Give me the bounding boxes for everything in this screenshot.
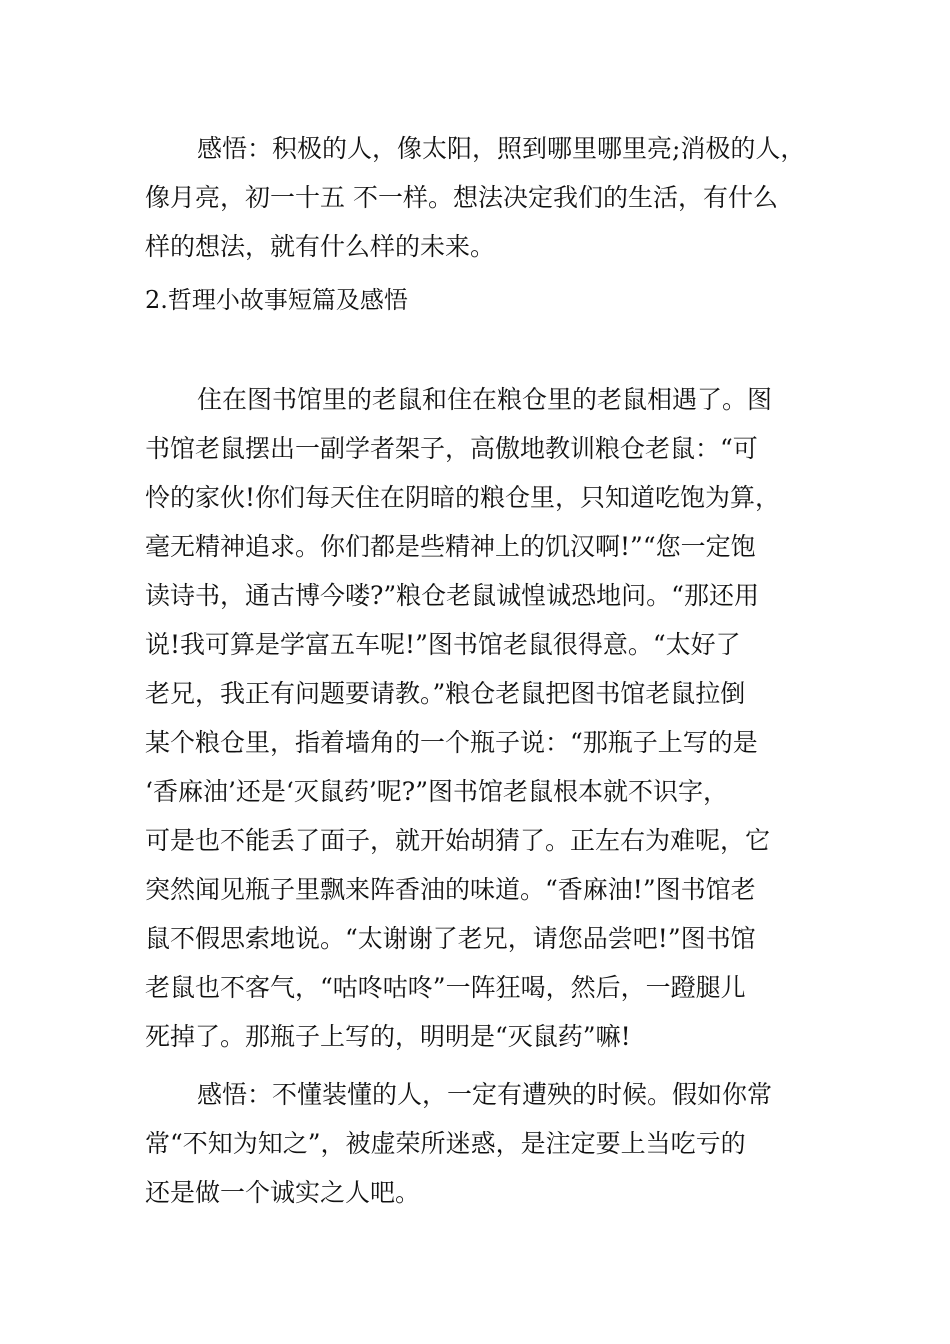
text-line: 还是做一个诚实之人吧。: [145, 1178, 421, 1207]
text-line: ‘香麻油’还是‘灭鼠药’呢?”图书馆老鼠根本就不识字，: [145, 777, 728, 806]
story-paragraph: [145, 375, 835, 1061]
text-line: 老兄，我正有问题要请教。”粮仓老鼠把图书馆老鼠拉倒: [145, 679, 746, 708]
text-line: 说!我可算是学富五车呢!”图书馆老鼠很得意。“太好了: [145, 630, 741, 659]
section-heading: [145, 276, 835, 325]
text-line: 像月亮，初一十五 不一样。想法决定我们的生活，有什么: [145, 183, 778, 212]
text-line: 读诗书，通古博今喽?”粮仓老鼠诚惶诚恐地问。“那还用: [145, 581, 759, 610]
text-line: 样的想法，就有什么样的未来。: [145, 232, 496, 261]
text-line: 老鼠也不客气，“咕咚咕咚”一阵狂喝，然后，一蹬腿儿: [145, 973, 746, 1002]
text-line: 死掉了。那瓶子上写的，明明是“灭鼠药”嘛!: [145, 1022, 631, 1051]
text-line: 怜的家伙!你们每天住在阴暗的粮仓里，只知道吃饱为算，: [145, 483, 781, 512]
section-heading-text: 2.哲理小故事短篇及感悟: [145, 286, 408, 314]
text-line: 常“不知为知之”，被虚荣所迷惑，是注定要上当吃亏的: [145, 1129, 746, 1158]
text-line: 可是也不能丢了面子，就开始胡猜了。正左右为难呢，它: [145, 826, 771, 855]
text-line: 感悟：不懂装懂的人，一定有遭殃的时候。假如你常: [197, 1080, 773, 1109]
text-line: 毫无精神追求。你们都是些精神上的饥汉啊!”“您一定饱: [145, 532, 756, 561]
text-line: 书馆老鼠摆出一副学者架子，高傲地教训粮仓老鼠：“可: [145, 434, 758, 463]
text-line: 鼠不假思索地说。“太谢谢了老兄，请您品尝吧!”图书馆: [145, 924, 756, 953]
text-line: 突然闻见瓶子里飘来阵香油的味道。“香麻油!”图书馆老: [145, 875, 756, 904]
text-line: 感悟：积极的人，像太阳，照到哪里哪里亮;消极的人，: [197, 134, 806, 163]
insight-paragraph-1: [145, 124, 835, 271]
insight-paragraph-2: [145, 1070, 835, 1217]
text-line: 住在图书馆里的老鼠和住在粮仓里的老鼠相遇了。图: [197, 385, 773, 414]
text-line: 某个粮仓里，指着墙角的一个瓶子说：“那瓶子上写的是: [145, 728, 758, 757]
